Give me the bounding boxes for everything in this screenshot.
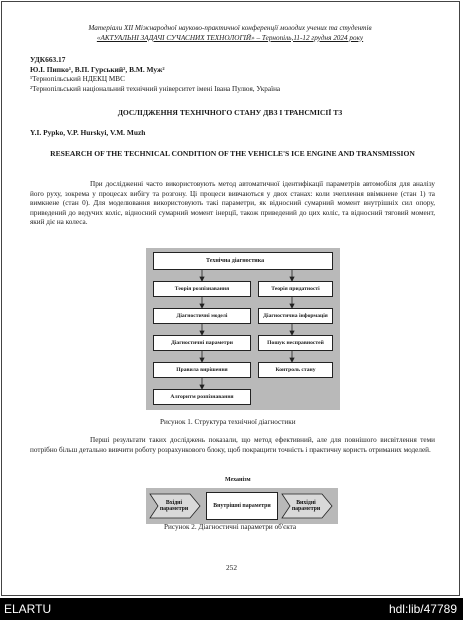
- paragraph-1: При дослідженні часто використовують метод автоматичної ідентифікації параметрів автомобіля для аналізу його руху, зокрема у процесах вибігу та розгону. Ці процеси вивчаються у двох станах: коли зчеплення ввімкнене (стан 1) та вимкнене (стан 0). Для моделювання використовують такі параметри, як відносний сумарний момент внутрішніх сил опору, приведений до ведучих коліс, відносний сумарний момент інерції, також приведений до цих коліс, та відносний тяговий момент, який діє на колеса.: [30, 180, 435, 227]
- box-decision-rules: Правила вирішення: [153, 362, 251, 378]
- box-diagnostic-models: Діагностичні моделі: [153, 308, 251, 324]
- box-recognition-algorithm: Алгоритм розпізнавання: [153, 389, 251, 405]
- affiliation-2: ²Тернопільський національний технічний університет імені Івана Пулюя, Україна: [30, 85, 281, 93]
- output-parameters: Вихідні параметри: [291, 499, 321, 512]
- box-condition-control: Контроль стану: [258, 362, 333, 378]
- figure-2-caption: Рисунок 2. Діагностичні параметри об'єкта: [164, 523, 297, 531]
- title-ua: ДОСЛІДЖЕННЯ ТЕХНІЧНОГО СТАНУ ДВЗ І ТРАНСМІСІЇ ТЗ: [117, 108, 343, 117]
- authors-en: Y.I. Pypko, V.P. Hurskyi, V.M. Muzh: [30, 128, 146, 137]
- footer-handle-link[interactable]: hdl:lib/47789: [388, 602, 457, 616]
- title-en: RESEARCH OF THE TECHNICAL CONDITION OF THE VEHICLE'S ICE ENGINE AND TRANSMISSION: [50, 149, 415, 158]
- box-diagnostic-information: Діагностична інформація: [258, 308, 333, 324]
- footer-bar: [0, 598, 463, 620]
- udk-code: УДК663.17: [30, 55, 66, 64]
- input-parameters: Вхідні параметри: [159, 499, 189, 512]
- box-diagnostic-parameters: Діагностичні параметри: [153, 335, 251, 351]
- paragraph-2: Перші результати таких досліджень показали, що метод ефективний, але для повнішого висвітлення теми потрібно більш детально вивчити роботу розрахункового блоку, щоб покращити точність і практичну користь отриманих моделей.: [30, 436, 435, 454]
- box-recognition-theory: Теорія розпізнавання: [153, 281, 251, 297]
- box-fitness-theory: Теорія придатності: [258, 281, 333, 297]
- footer-repository-name[interactable]: ELARTU: [4, 602, 52, 616]
- affiliation-1: ¹Тернопільський НДЕКЦ МВС: [30, 75, 125, 83]
- figure-1-caption: Рисунок 1. Структура технічної діагностики: [160, 418, 296, 426]
- authors-ua: Ю.І. Пипко¹, В.П. Гурський², В.М. Муж²: [30, 65, 165, 74]
- box-technical-diagnostics: Технічна діагностика: [153, 252, 333, 270]
- mechanism-label: Механізм: [225, 477, 251, 483]
- internal-parameters-box: Внутрішні параметри: [206, 492, 278, 520]
- page-number: 252: [225, 563, 238, 572]
- header-line-1: Матеріали XІІ Міжнародної науково-практичної конференції молодих учених та студентів: [88, 24, 372, 32]
- box-fault-search: Пошук несправностей: [258, 335, 333, 351]
- header-line-2: «АКТУАЛЬНІ ЗАДАЧІ СУЧАСНИХ ТЕХНОЛОГІЙ» – Тернопіль,11-12 грудня 2024 року: [96, 33, 364, 42]
